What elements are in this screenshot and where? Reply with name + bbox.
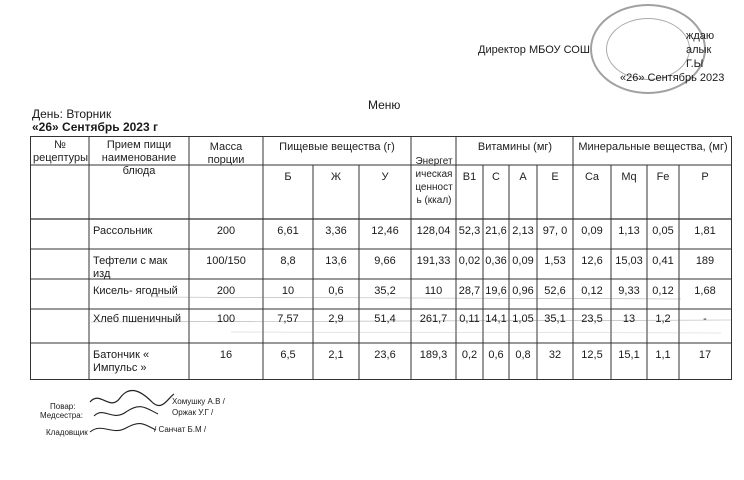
cell-p: 189 bbox=[695, 255, 715, 267]
approval-line-2: алык bbox=[686, 44, 712, 56]
cell-energy: 128,04 bbox=[416, 225, 451, 237]
cell-e: 35,1 bbox=[544, 313, 566, 325]
cell-ca: 0,12 bbox=[581, 285, 603, 297]
subheader-b1: В1 bbox=[462, 171, 477, 183]
cell-ca: 0,09 bbox=[581, 225, 603, 237]
header-vitamins: Витамины (мг) bbox=[477, 141, 553, 153]
cell-a: 0,8 bbox=[515, 349, 531, 361]
cell-mass: 200 bbox=[216, 225, 236, 237]
cell-b1: 0,2 bbox=[461, 349, 478, 361]
cell-mass: 100 bbox=[216, 313, 236, 325]
approval-line-3: Г.Ы bbox=[686, 58, 704, 70]
cell-c: 14,1 bbox=[485, 313, 507, 325]
cell-p: 1,68 bbox=[694, 285, 716, 297]
cell-zh: 3,36 bbox=[325, 225, 347, 237]
cell-ca: 23,5 bbox=[581, 313, 603, 325]
cell-b1: 0,02 bbox=[458, 255, 481, 267]
subheader-e: Е bbox=[551, 171, 559, 183]
subheader-ca: Ca bbox=[584, 171, 600, 183]
cell-fe: 0,05 bbox=[652, 225, 674, 237]
header-energy: Энергетическая ценность (ккал) bbox=[415, 156, 453, 206]
cell-dish: Тефтели с мак изд bbox=[93, 255, 168, 280]
subheader-zh: Ж bbox=[330, 171, 342, 183]
cell-zh: 2,9 bbox=[328, 313, 344, 325]
cell-mq: 9,33 bbox=[618, 285, 640, 297]
cell-u: 23,6 bbox=[374, 349, 396, 361]
cell-energy: 189,3 bbox=[419, 349, 448, 361]
day-label: День: Вторник bbox=[32, 107, 112, 121]
cell-a: 1,05 bbox=[512, 313, 534, 325]
cell-c: 0,36 bbox=[485, 255, 507, 267]
cell-mq: 15,03 bbox=[615, 255, 643, 267]
storekeeper-name: / Санчат Б.М / bbox=[154, 425, 207, 434]
cell-energy: 191,33 bbox=[416, 255, 451, 267]
cell-p: 1,81 bbox=[694, 225, 716, 237]
cell-b1: 28,7 bbox=[458, 285, 481, 297]
cell-ca: 12,6 bbox=[581, 255, 603, 267]
cell-dish: Кисель- ягодный bbox=[93, 285, 178, 297]
cell-fe: 1,1 bbox=[655, 349, 671, 361]
cell-e: 32 bbox=[548, 349, 562, 361]
cell-fe: 0,12 bbox=[652, 285, 674, 297]
cell-mass: 16 bbox=[219, 349, 233, 361]
cell-b: 6,5 bbox=[280, 349, 296, 361]
cell-e: 52,6 bbox=[544, 285, 566, 297]
header-dish: Прием пищи наименование блюда bbox=[101, 139, 177, 177]
cell-b: 8,8 bbox=[280, 255, 296, 267]
cell-u: 9,66 bbox=[374, 255, 396, 267]
header-num: № рецептуры bbox=[33, 139, 89, 164]
handwritten-signatures bbox=[86, 388, 176, 438]
cell-c: 19,6 bbox=[485, 285, 507, 297]
cook-name: Хомушку А.В / bbox=[172, 397, 225, 406]
subheader-c: С bbox=[492, 171, 500, 183]
cell-fe: 1,2 bbox=[655, 313, 671, 325]
cell-energy: 110 bbox=[424, 285, 443, 297]
cell-p: - bbox=[703, 313, 707, 325]
cell-mass: 100/150 bbox=[206, 255, 246, 267]
cell-b1: 52,3 bbox=[458, 225, 481, 237]
cell-b: 7,57 bbox=[277, 313, 299, 325]
nurse-name: Оржак У.Г / bbox=[172, 408, 214, 417]
cell-mq: 13 bbox=[622, 313, 636, 325]
cell-b: 6,61 bbox=[277, 225, 299, 237]
cell-mq: 15,1 bbox=[618, 349, 640, 361]
cell-fe: 0,41 bbox=[652, 255, 674, 267]
cell-a: 0,96 bbox=[512, 285, 534, 297]
cell-a: 0,09 bbox=[512, 255, 534, 267]
cell-c: 0,6 bbox=[488, 349, 504, 361]
approval-line-1: ждаю bbox=[686, 30, 715, 42]
subheader-u: У bbox=[381, 171, 389, 183]
cell-p: 17 bbox=[698, 349, 712, 361]
subheader-a: А bbox=[519, 171, 527, 183]
date-label: «26» Сентябрь 2023 г bbox=[32, 120, 158, 134]
menu-table bbox=[30, 136, 732, 380]
nurse-role: Медсестра: bbox=[40, 411, 83, 420]
header-mass: Масса порции bbox=[207, 141, 245, 166]
cook-role: Повар: bbox=[50, 402, 76, 411]
cell-mq: 1,13 bbox=[618, 225, 640, 237]
cell-b: 10 bbox=[281, 285, 295, 297]
page-title: Меню bbox=[368, 98, 401, 112]
subheader-p: P bbox=[701, 171, 709, 183]
cell-u: 12,46 bbox=[371, 225, 399, 237]
cell-a: 2,13 bbox=[512, 225, 534, 237]
cell-dish: Рассольник bbox=[93, 225, 153, 237]
subheader-b: Б bbox=[284, 171, 292, 183]
cell-dish: Хлеб пшеничный bbox=[93, 313, 182, 325]
cell-e: 1,53 bbox=[544, 255, 566, 267]
cell-dish: Батончик « Импульс » bbox=[93, 349, 150, 374]
cell-zh: 13,6 bbox=[325, 255, 347, 267]
cell-ca: 12,5 bbox=[581, 349, 603, 361]
header-nutrients: Пищевые вещества (г) bbox=[279, 141, 395, 153]
cell-u: 51,4 bbox=[374, 313, 396, 325]
cell-b1: 0,11 bbox=[459, 313, 480, 325]
subheader-fe: Fe bbox=[656, 171, 670, 183]
cell-mass: 200 bbox=[216, 285, 236, 297]
header-minerals: Минеральные вещества, (мг) bbox=[578, 141, 728, 153]
cell-zh: 2,1 bbox=[328, 349, 344, 361]
subheader-mq: Mq bbox=[621, 171, 637, 183]
cell-zh: 0,6 bbox=[328, 285, 344, 297]
director-title: Директор МБОУ СОШ bbox=[478, 44, 590, 56]
cell-c: 21,6 bbox=[485, 225, 507, 237]
approval-date: «26» Сентябрь 2023 bbox=[620, 72, 725, 84]
cell-energy: 261,7 bbox=[419, 313, 448, 325]
cell-u: 35,2 bbox=[374, 285, 396, 297]
storekeeper-role: Кладовщик bbox=[46, 428, 88, 437]
cell-e: 97, 0 bbox=[542, 225, 568, 237]
